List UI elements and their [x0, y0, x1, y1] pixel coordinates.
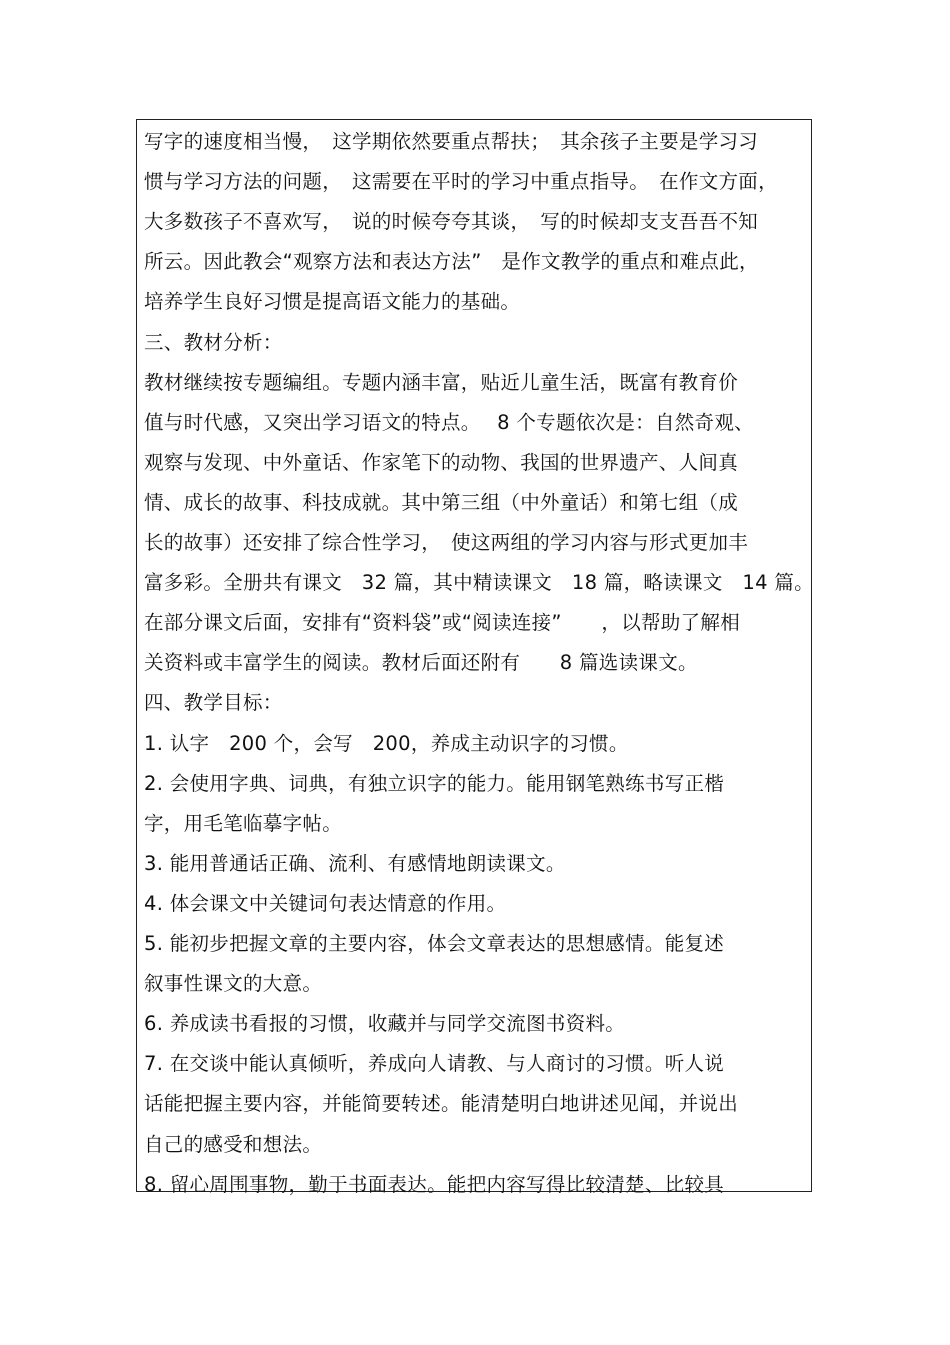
text-line: 教材继续按专题编组。专题内涵丰富，贴近儿童生活，既富有教育价	[144, 370, 739, 394]
text-line: 情、成长的故事、科技成就。其中第三组（中外童话）和第七组（成	[144, 490, 739, 514]
text-line: 写字的速度相当慢， 这学期依然要重点帮扶； 其余孩子主要是学习习	[144, 130, 759, 153]
text-line: 值与时代感，又突出学习语文的特点。 8 个专题依次是：自然奇观、	[144, 410, 754, 434]
text-line: 6. 养成读书看报的习惯，收藏并与同学交流图书资料。	[144, 1012, 626, 1036]
text-line: 7. 在交谈中能认真倾听，养成向人请教、与人商讨的习惯。听人说	[144, 1052, 725, 1076]
text-line: 关资料或丰富学生的阅读。教材后面还附有 8 篇选读课文。	[144, 651, 698, 675]
text-line: 长的故事）还安排了综合性学习， 使这两组的学习内容与形式更加丰	[144, 531, 749, 554]
text-line: 大多数孩子不喜欢写， 说的时候夸夸其谈， 写的时候却支支吾吾不知	[144, 210, 759, 234]
text-line: 2. 会使用字典、词典，有独立识字的能力。能用钢笔熟练书写正楷	[144, 771, 725, 795]
text-line: 培养学生良好习惯是提高语文能力的基础。	[144, 290, 521, 314]
text-line: 富多彩。全册共有课文 32 篇，其中精读课文 18 篇，略读课文 14 篇。	[144, 571, 814, 595]
text-line: 1. 认字 200 个，会写 200，养成主动识字的习惯。	[144, 731, 629, 755]
text-line: 5. 能初步把握文章的主要内容，体会文章表达的思想感情。能复述	[144, 932, 725, 955]
text-line: 自己的感受和想法。	[144, 1132, 323, 1156]
text-line: 观察与发现、中外童话、作家笔下的动物、我国的世界遗产、人间真	[144, 450, 739, 474]
text-line: 话能把握主要内容，并能简要转述。能清楚明白地讲述见闻，并说出	[144, 1092, 739, 1116]
text-line: 三、教材分析：	[144, 330, 283, 354]
text-line: 8. 留心周围事物，勤于书面表达。能把内容写得比较清楚、比较具	[144, 1172, 725, 1196]
text-line: 叙事性课文的大意。	[144, 972, 323, 996]
text-line: 在部分课文后面，安排有“资料袋”或“阅读连接” ，以帮助了解相	[144, 611, 741, 635]
text-line: 4. 体会课文中关键词句表达情意的作用。	[144, 891, 507, 915]
text-line: 惯与学习方法的问题， 这需要在平时的学习中重点指导。 在作文方面，	[144, 170, 778, 194]
text-line: 3. 能用普通话正确、流利、有感情地朗读课文。	[144, 851, 566, 875]
text-line: 四、教学目标：	[144, 691, 283, 715]
text-line: 所云。因此教会“观察方法和表达方法” 是作文教学的重点和难点此，	[144, 250, 759, 274]
text-line: 字，用毛笔临摹字帖。	[144, 811, 343, 835]
